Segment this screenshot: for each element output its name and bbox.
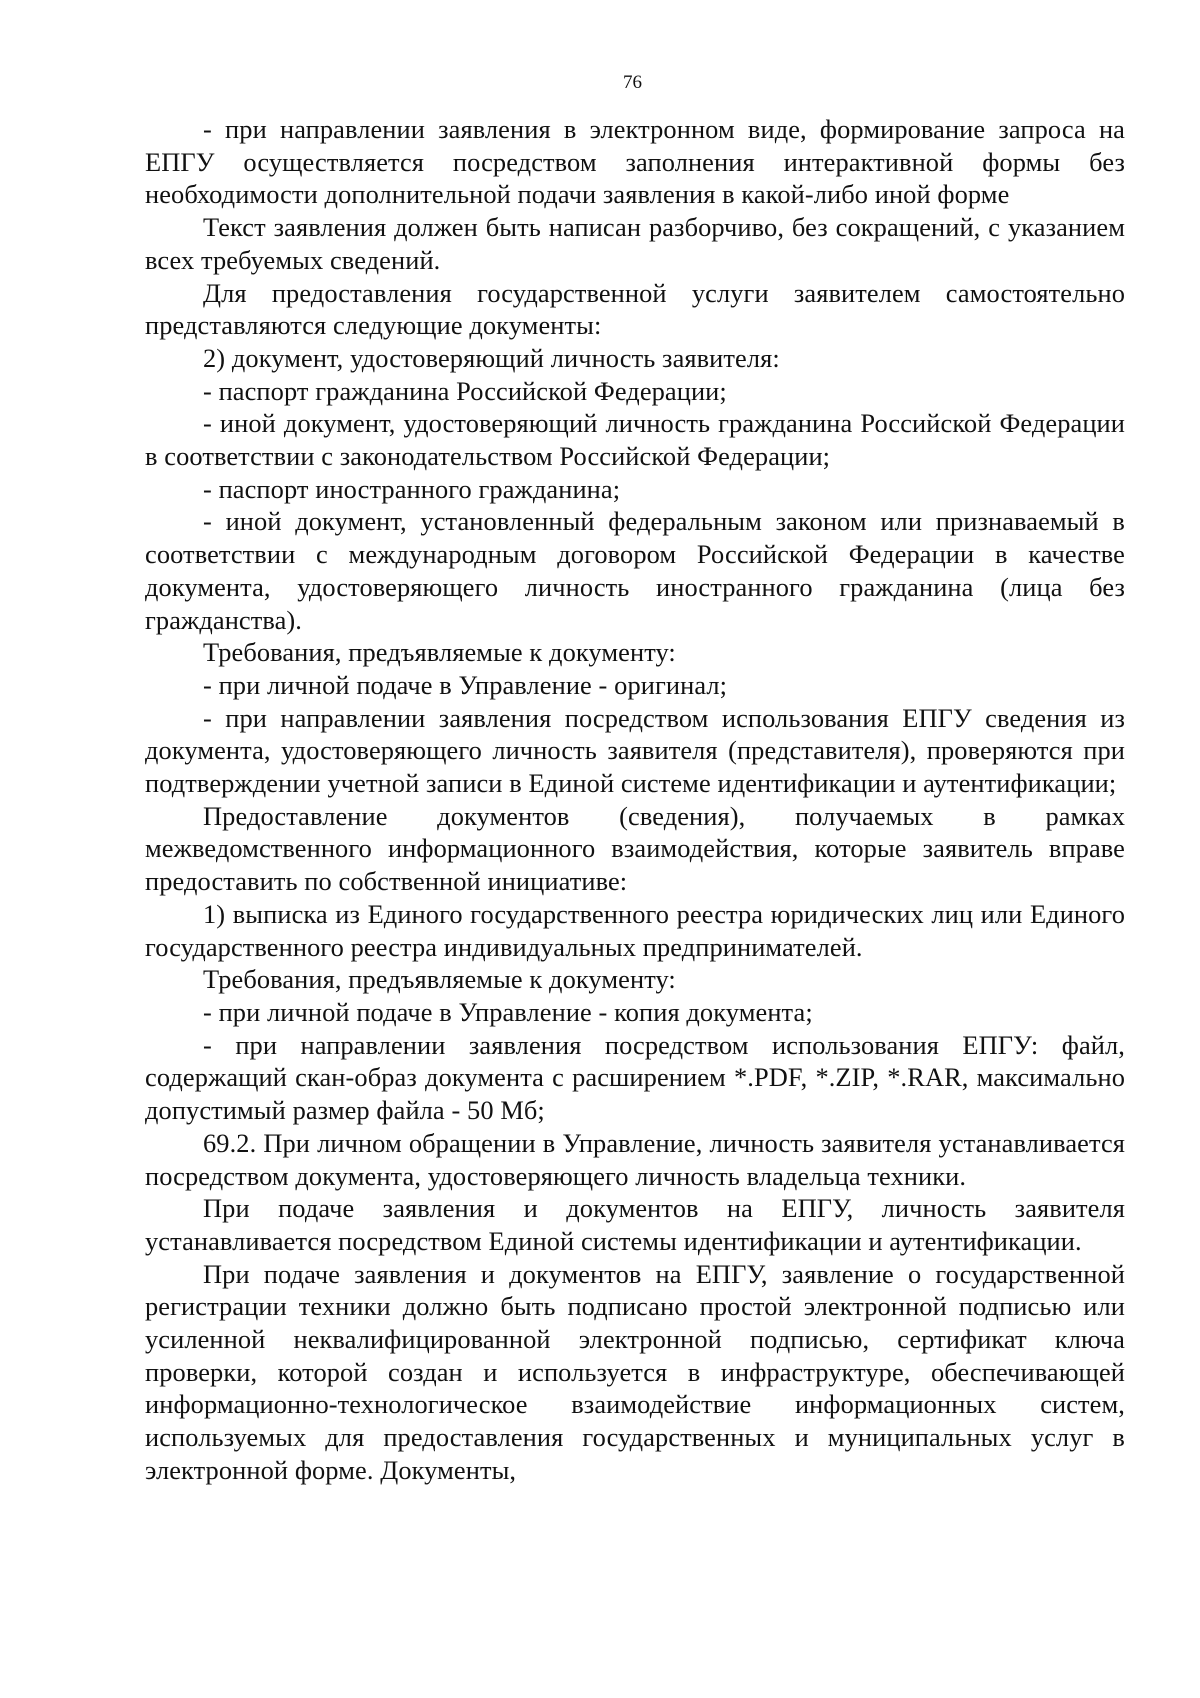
document-body (145, 113, 1125, 1487)
paragraph-required-documents-intro: Для предоставления государственной услуги заявителем самостоятельно представляются следующие документы: (145, 277, 1125, 341)
paragraph-rf-passport: - паспорт гражданина Российской Федерации; (203, 375, 727, 406)
paragraph-personal-copy: - при личной подаче в Управление - копия документа; (203, 996, 813, 1027)
paragraph-personal-original: - при личной подаче в Управление - оригинал; (203, 669, 728, 700)
paragraph-document-requirements-1: Требования, предъявляемые к документу: (203, 637, 676, 668)
paragraph-epgu-interactive-form: - при направлении заявления в электронном виде, формирование запроса на ЕПГУ осуществляется посредством заполнения интерактивной формы без необходимости дополнительной подачи заявления в какой-либо иной форме (145, 114, 1125, 210)
paragraph-other-foreign-document: - иной документ, установленный федеральным законом или признаваемый в соответствии с международным договором Российской Федерации в качестве документа, удостоверяющего личность иностранного гражданина (лица без гражданства). (145, 506, 1125, 635)
paragraph-69-2-personal-identity: 69.2. При личном обращении в Управление, личность заявителя устанавливается посредством документа, удостоверяющего личность владельца техники. (145, 1127, 1125, 1191)
paragraph-other-rf-document: - иной документ, удостоверяющий личность гражданина Российской Федерации в соответствии с законодательством Российской Федерации; (145, 408, 1125, 472)
paragraph-identity-document: 2) документ, удостоверяющий личность заявителя: (203, 342, 780, 373)
page-number: 76 (623, 72, 642, 93)
paragraph-epgu-verification: - при направлении заявления посредством использования ЕПГУ сведения из документа, удостоверяющего личность заявителя (представителя), проверяются при подтверждении учетной записи в Единой системе идентификации и аутентификации; (145, 702, 1125, 799)
paragraph-foreign-passport: - паспорт иностранного гражданина; (203, 473, 621, 504)
paragraph-electronic-signature: При подаче заявления и документов на ЕПГУ, заявление о государственной регистрации техники должно быть подписано простой электронной подписью или усиленной неквалифицированной электронной подписью, сертификат ключа проверки, которой создан и используется в инфраструктуре, обеспечивающей информационно-технологическое взаимодействие информационных систем, используемых для предоставления государственных и муниципальных услуг в электронной форме. Документы, (145, 1258, 1125, 1485)
paragraph-epgu-file-formats: - при направлении заявления посредством использования ЕПГУ: файл, содержащий скан-образ документа с расширением *.PDF, *.ZIP, *.RAR, максимально допустимый размер файла - 50 Мб; (145, 1029, 1125, 1126)
paragraph-application-text: Текст заявления должен быть написан разборчиво, без сокращений, с указанием всех требуемых сведений. (145, 212, 1125, 275)
paragraph-interagency-documents: Предоставление документов (сведения), получаемых в рамках межведомственного информационного взаимодействия, которые заявитель вправе предоставить по собственной инициативе: (145, 800, 1125, 897)
paragraph-registry-extract: 1) выписка из Единого государственного реестра юридических лиц или Единого государственного реестра индивидуальных предпринимателей. (145, 898, 1125, 962)
paragraph-epgu-identity: При подаче заявления и документов на ЕПГУ, личность заявителя устанавливается посредством Единой системы идентификации и аутентификации. (145, 1193, 1125, 1256)
paragraph-document-requirements-2: Требования, предъявляемые к документу: (203, 964, 676, 995)
